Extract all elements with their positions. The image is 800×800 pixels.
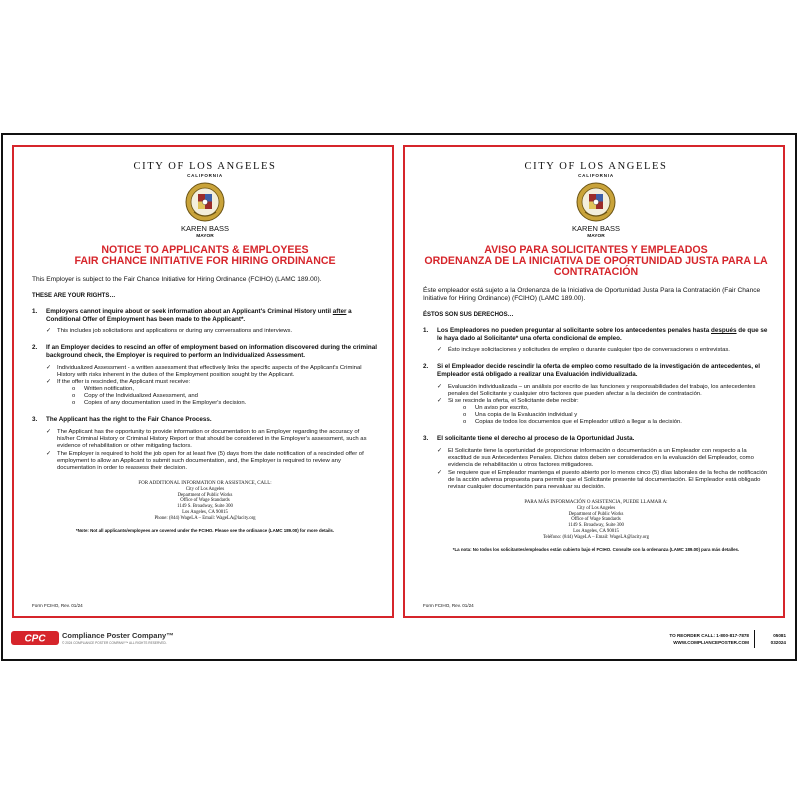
- section-3-heading: 3. El solicitante tiene el derecho al proceso de la Oportunidad Justa.: [423, 435, 635, 443]
- poster: [1, 133, 797, 661]
- contact-block: FOR ADDITIONAL INFORMATION OR ASSISTANCE, CALL: City of Los Angeles Department of Public Works Office of Wage Standards 1149 S. Broadway, Suite 300 Los Angeles, CA 90015 Phone: (844) WageLA – Email: WageLA@lacity.org: [138, 481, 272, 521]
- section-2-heading: 2. Si el Empleador decide rescindir la oferta de empleo como resultado de la investigación de antecedentes, el Empleador está obligado a realizar una Evaluación individualizada.: [423, 363, 760, 378]
- mayor-name: KAREN BASS: [572, 224, 620, 233]
- mayor-name: KAREN BASS: [181, 224, 229, 233]
- section-2-heading: 2. If an Employer decides to rescind an offer of employment based on information discovered during the criminal background check, the Employer is required to perform an Individualized Assessment.: [32, 344, 377, 359]
- section-3-item: ✓ The Employer is required to hold the job open for at least five (5) days from the date notification of a rescinded offer of employment to allow an Applicant to submit such documentation, and, the Employer is required to review any documentation in order to reassess their decision.: [46, 450, 364, 472]
- poster-codes: 05081 032024: [770, 633, 786, 645]
- checkmark-icon: ✓: [437, 469, 443, 476]
- company-name: Compliance Poster Company™: [62, 631, 174, 640]
- section-1-heading: 1. Los Empleadores no pueden preguntar al solicitante sobre los antecedentes penales hasta después de que se le haya dado al Solicitante* una oferta condicional de empleo.: [423, 327, 768, 342]
- state-name: CALIFORNIA: [578, 173, 614, 178]
- footnote: *Note: Not all applicants/employees are covered under the FCIHO. Please see the ordinance (LAMC 189.00) for more details.: [75, 528, 335, 534]
- sub-list-item: o Written notification,: [72, 386, 134, 393]
- svg-text:CPC: CPC: [24, 633, 46, 645]
- company-logo: [11, 631, 174, 645]
- reorder-info: TO REORDER CALL: 1-800-817-7878 WWW.COMPLIANCEPOSTER.COM: [669, 633, 749, 645]
- rights-heading: THESE ARE YOUR RIGHTS…: [32, 293, 116, 299]
- rights-heading: ÉSTOS SON SUS DERECHOS…: [423, 312, 514, 318]
- checkmark-icon: ✓: [437, 347, 443, 354]
- section-2-item: ✓ Si se rescinde la oferta, el Solicitante debe recibir:: [437, 397, 579, 404]
- section-2-item: ✓ Individualized Assessment - a written assessment that effectively links the specific aspects of the Applicant's Criminal History with risks inherent in the duties of the Employment position sought by the Applicant.: [46, 364, 362, 378]
- intro-text: Éste empleador está sujeto a la Ordenanza de la Iniciativa de Oportunidad Justa Para la Contratación (Fair Chance Initiative for Hiring Ordinance) (FCIHO) (LAMC 189.00).: [423, 287, 761, 302]
- checkmark-icon: ✓: [46, 364, 52, 371]
- contact-block: PARA MÁS INFORMACIÓN O ASISTENCIA, PUEDE LLAMAR A: City of Los Angeles Department of Public Works Office of Wage Standards 1149 S. Broadway, Suite 300 Los Angeles, CA 90015 Teléfono: (844) WageLA – Email: WageLA@lacity.org: [524, 500, 668, 540]
- section-3-item: ✓ Se requiere que el Empleador mantenga el puesto abierto por lo menos cinco (5) días laborales de la fecha de notificación de la acción adversa propuesta para permitir que el Solicitante presente tal documentación. El Empleador está obligado revisar cualquier documentación para reevaluar su decisión.: [437, 469, 768, 491]
- section-3-item: ✓ The Applicant has the opportunity to provide information or documentation to an Employer regarding the accuracy of his/her Criminal History or Criminal History Report or that should be considered in the Employer's assessment, such as evidence of rehabilitation or other mitigating factors.: [46, 429, 367, 450]
- intro-text: This Employer is subject to the Fair Chance Initiative for Hiring Ordinance (FCIHO) (LAMC 189.00).: [32, 276, 322, 283]
- section-1-item: ✓ Ésto incluye solicitaciones y solicitudes de empleo o durante cualquier tipo de conversaciones o entrevistas.: [437, 347, 730, 354]
- checkmark-icon: ✓: [46, 429, 52, 436]
- checkmark-icon: ✓: [46, 328, 52, 335]
- city-name: CITY OF LOS ANGELES: [524, 161, 668, 172]
- city-name: CITY OF LOS ANGELES: [133, 161, 277, 172]
- sub-list-item: o Copies of any documentation used in the Employer's decision.: [72, 400, 247, 407]
- checkmark-icon: ✓: [46, 378, 52, 385]
- sub-list-item: o Copy of the Individualized Assessment, and: [72, 393, 198, 400]
- section-1-heading: 1. Employers cannot inquire about or seek information about an Applicant's Criminal History until after a Conditional Offer of Employment has been made to the Applicant*.: [32, 308, 352, 323]
- section-3-item: ✓ El Solicitante tiene la oportunidad de proporcionar información o documentación a un Empleador con respecto a la exactitud de sus Antecedentes Penales. Dichos datos deben ser considerados en la evaluación del Empleador, como evidencia de rehabilitación u otros factores mitigadores.: [437, 448, 754, 469]
- checkmark-icon: ✓: [46, 450, 52, 457]
- checkmark-icon: ✓: [437, 397, 443, 404]
- english-panel: [12, 145, 394, 618]
- section-2-item: ✓ Evaluación individualizada – un análisis por escrito de las funciones y responsabilidades del trabajo, los antecedentes penales del Solicitante y cualquier otro factores que pueden afectar a la decisión de contratación.: [437, 383, 756, 397]
- copyright: © 2024 COMPLIANCE POSTER COMPANY™ ALL RIGHTS RESERVED.: [62, 641, 167, 645]
- section-3-heading: 3. The Applicant has the right to the Fair Chance Process.: [32, 416, 212, 424]
- form-number: Form FCIHO, Rev. 01/24: [423, 603, 474, 608]
- city-seal-icon: [576, 182, 616, 222]
- sub-list-item: o Una copia de la Evaluación individual y: [463, 412, 578, 419]
- checkmark-icon: ✓: [437, 448, 443, 455]
- sub-list-item: o Un aviso por escrito,: [463, 405, 529, 412]
- cpc-logo-icon: [11, 631, 59, 645]
- mayor-title: MAYOR: [587, 234, 605, 239]
- spanish-panel: [403, 145, 785, 618]
- city-seal-icon: [185, 182, 225, 222]
- section-1-item: ✓ This includes job solicitations and applications or during any conversations and interviews.: [46, 328, 293, 335]
- checkmark-icon: ✓: [437, 383, 443, 390]
- notice-title: AVISO PARA SOLICITANTES Y EMPLEADOS ORDENANZA DE LA INICIATIVA DE OPORTUNIDAD JUSTA PARA LA CONTRATACIÓN: [424, 244, 768, 278]
- state-name: CALIFORNIA: [187, 173, 223, 178]
- sub-list-item: o Copias de todos los documentos que el Empleador utilizó a llegar a la decisión.: [463, 419, 682, 426]
- form-number: Form FCIHO, Rev. 01/24: [32, 603, 83, 608]
- section-2-item: ✓ If the offer is rescinded, the Applicant must receive:: [46, 378, 191, 385]
- notice-title: NOTICE TO APPLICANTS & EMPLOYEES FAIR CHANCE INITIATIVE FOR HIRING ORDINANCE: [74, 244, 336, 267]
- footnote: *La nota: No todos los solicitantes/empleados están cubierto bajo el FCIHO. Consulte con la ordenanza (LAMC 189.00) para más detalles.: [452, 547, 740, 553]
- poster-footer: [3, 625, 795, 655]
- mayor-title: MAYOR: [196, 234, 214, 239]
- divider: [754, 630, 755, 648]
